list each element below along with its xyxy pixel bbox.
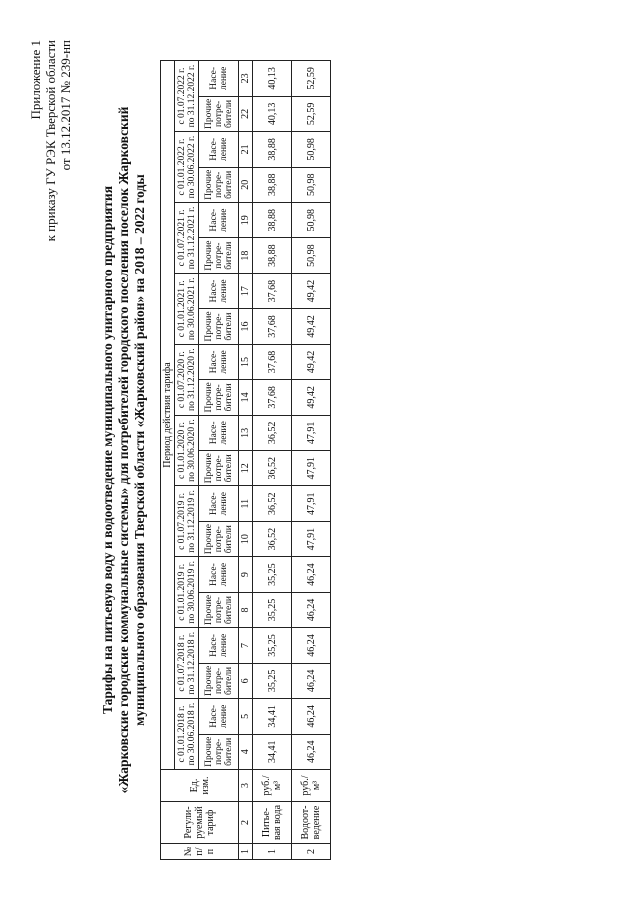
tariff-value: 37,68 (253, 273, 292, 308)
consumer-population-header: Насе-ление (199, 203, 239, 238)
period-to: по 30.06.2021 г. (186, 277, 197, 341)
column-number: 3 (239, 770, 253, 802)
period-header (175, 203, 199, 274)
tariff-value: 47,91 (292, 451, 331, 486)
table-row (253, 61, 292, 860)
tariff-value: 46,24 (292, 663, 331, 698)
column-number: 14 (239, 380, 253, 415)
consumer-other-header: Прочие потре-бители (199, 380, 239, 415)
tariff-value: 37,68 (253, 309, 292, 344)
consumer-population-header: Насе-ление (199, 61, 239, 97)
period-from: с 01.07.2019 г. (176, 492, 187, 550)
document-title (100, 40, 148, 860)
column-number: 13 (239, 415, 253, 450)
column-number: 10 (239, 521, 253, 556)
period-header (175, 699, 199, 770)
header-row-periods (175, 61, 199, 860)
row-unit: руб./м³ (253, 770, 292, 802)
tariff-value: 47,91 (292, 415, 331, 450)
period-from: с 01.07.2020 г. (176, 351, 187, 409)
row-tariff: Питье-вая вода (253, 802, 292, 844)
title-line2: «Жарковские городские коммунальные системы» для потребителей городского поселения поселок Жарковский (116, 106, 131, 794)
period-header (175, 132, 199, 203)
consumer-population-header: Насе-ление (199, 415, 239, 450)
tariff-value: 46,24 (292, 592, 331, 627)
column-number: 16 (239, 309, 253, 344)
consumer-population-header: Насе-ление (199, 132, 239, 167)
column-number: 1 (239, 844, 253, 860)
title-line1: Тарифы на питьевую воду и водоотведение муниципального унитарного предприятия (100, 186, 115, 714)
tariff-value: 34,41 (253, 734, 292, 769)
column-number: 20 (239, 167, 253, 202)
column-number: 15 (239, 344, 253, 379)
tariff-value: 50,98 (292, 132, 331, 167)
tariff-value: 37,68 (253, 344, 292, 379)
tariff-value: 34,41 (253, 699, 292, 734)
consumer-other-header: Прочие потре-бители (199, 451, 239, 486)
header-row-consumers (199, 61, 239, 860)
period-to: по 31.12.2021 г. (186, 206, 197, 270)
tariff-value: 52,59 (292, 61, 331, 97)
consumer-other-header: Прочие потре-бители (199, 592, 239, 627)
tariff-value: 35,25 (253, 557, 292, 592)
column-number: 8 (239, 592, 253, 627)
period-header (175, 628, 199, 699)
column-number: 22 (239, 96, 253, 131)
period-to: по 31.12.2020 г. (186, 348, 197, 411)
column-number: 5 (239, 699, 253, 734)
tariff-value: 35,25 (253, 592, 292, 627)
tariff-value: 50,98 (292, 203, 331, 238)
consumer-population-header: Насе-ление (199, 628, 239, 663)
period-header (175, 415, 199, 486)
tariff-value: 36,52 (253, 521, 292, 556)
column-number: 7 (239, 628, 253, 663)
column-number: 19 (239, 203, 253, 238)
consumer-population-header: Насе-ление (199, 273, 239, 308)
tariff-value: 49,42 (292, 273, 331, 308)
consumer-population-header: Насе-ление (199, 699, 239, 734)
consumer-other-header: Прочие потре-бители (199, 309, 239, 344)
tariff-value: 46,24 (292, 628, 331, 663)
period-to: по 30.06.2018 г. (186, 702, 197, 766)
header-num: № п/п (161, 844, 239, 860)
header-period: Период действия тарифа (161, 61, 175, 770)
row-number: 1 (253, 844, 292, 860)
tariff-value: 35,25 (253, 628, 292, 663)
column-number: 2 (239, 802, 253, 844)
appendix-block (28, 40, 73, 241)
consumer-other-header: Прочие потре-бители (199, 521, 239, 556)
consumer-other-header: Прочие потре-бители (199, 238, 239, 273)
tariff-value: 46,24 (292, 734, 331, 769)
period-header (175, 273, 199, 344)
column-number: 11 (239, 486, 253, 521)
appendix-line1: Приложение 1 (28, 40, 43, 120)
tariff-value: 50,98 (292, 238, 331, 273)
tariff-value: 36,52 (253, 451, 292, 486)
tariff-value: 47,91 (292, 486, 331, 521)
header-tariff: Регули-руемый тариф (161, 802, 239, 844)
tariff-value: 49,42 (292, 309, 331, 344)
row-number: 2 (292, 844, 331, 860)
header-unit: Ед. изм. (161, 770, 239, 802)
tariff-table (160, 60, 331, 860)
appendix-line2: к приказу ГУ РЭК Тверской области (43, 40, 58, 242)
title-line3: муниципального образования Тверской области «Жарковский район» на 2018 – 2022 годы (132, 174, 147, 726)
tariff-value: 49,42 (292, 344, 331, 379)
tariff-value: 50,98 (292, 167, 331, 202)
tariff-value: 38,88 (253, 238, 292, 273)
period-from: с 01.01.2022 г. (176, 138, 187, 196)
appendix-line3: от 13.12.2017 № 239-нп (58, 40, 73, 171)
tariff-value: 36,52 (253, 415, 292, 450)
period-from: с 01.07.2018 г. (176, 634, 187, 692)
consumer-other-header: Прочие потре-бители (199, 663, 239, 698)
consumer-population-header: Насе-ление (199, 486, 239, 521)
period-header (175, 557, 199, 628)
tariff-value: 36,52 (253, 486, 292, 521)
period-to: по 31.12.2018 г. (186, 631, 197, 695)
period-from: с 01.01.2018 г. (176, 705, 187, 763)
column-number: 17 (239, 273, 253, 308)
header-row-main (161, 61, 175, 860)
period-from: с 01.07.2022 г. (176, 67, 187, 125)
row-unit: руб./м³ (292, 770, 331, 802)
period-from: с 01.01.2020 г. (176, 422, 187, 480)
period-to: по 31.12.2019 г. (186, 490, 197, 553)
tariff-value: 40,13 (253, 61, 292, 97)
consumer-population-header: Насе-ление (199, 557, 239, 592)
tariff-value: 38,88 (253, 132, 292, 167)
column-number: 21 (239, 132, 253, 167)
column-number: 6 (239, 663, 253, 698)
period-from: с 01.01.2019 г. (176, 563, 187, 621)
tariff-value: 38,88 (253, 167, 292, 202)
consumer-other-header: Прочие потре-бители (199, 167, 239, 202)
column-number: 12 (239, 451, 253, 486)
tariff-value: 52,59 (292, 96, 331, 131)
row-tariff: Водоот-ведение (292, 802, 331, 844)
tariff-value: 35,25 (253, 663, 292, 698)
period-to: по 30.06.2020 г. (186, 419, 197, 482)
tariff-table-body (161, 61, 331, 860)
column-number: 9 (239, 557, 253, 592)
period-to: по 30.06.2022 г. (186, 135, 197, 199)
tariff-value: 49,42 (292, 380, 331, 415)
consumer-other-header: Прочие потре-бители (199, 96, 239, 131)
period-from: с 01.07.2021 г. (176, 209, 187, 267)
tariff-value: 46,24 (292, 557, 331, 592)
tariff-value: 38,88 (253, 203, 292, 238)
document-sheet (20, 40, 620, 860)
header-row-column-numbers (239, 61, 253, 860)
period-from: с 01.01.2021 г. (176, 280, 187, 338)
column-number: 18 (239, 238, 253, 273)
consumer-other-header: Прочие потре-бители (199, 734, 239, 769)
column-number: 23 (239, 61, 253, 97)
period-to: по 31.12.2022 г. (186, 64, 197, 128)
column-number: 4 (239, 734, 253, 769)
period-header (175, 61, 199, 132)
tariff-value: 46,24 (292, 699, 331, 734)
tariff-value: 40,13 (253, 96, 292, 131)
period-header (175, 344, 199, 415)
consumer-population-header: Насе-ление (199, 344, 239, 379)
period-to: по 30.06.2019 г. (186, 561, 197, 624)
tariff-value: 47,91 (292, 521, 331, 556)
period-header (175, 486, 199, 557)
table-row (292, 61, 331, 860)
tariff-value: 37,68 (253, 380, 292, 415)
